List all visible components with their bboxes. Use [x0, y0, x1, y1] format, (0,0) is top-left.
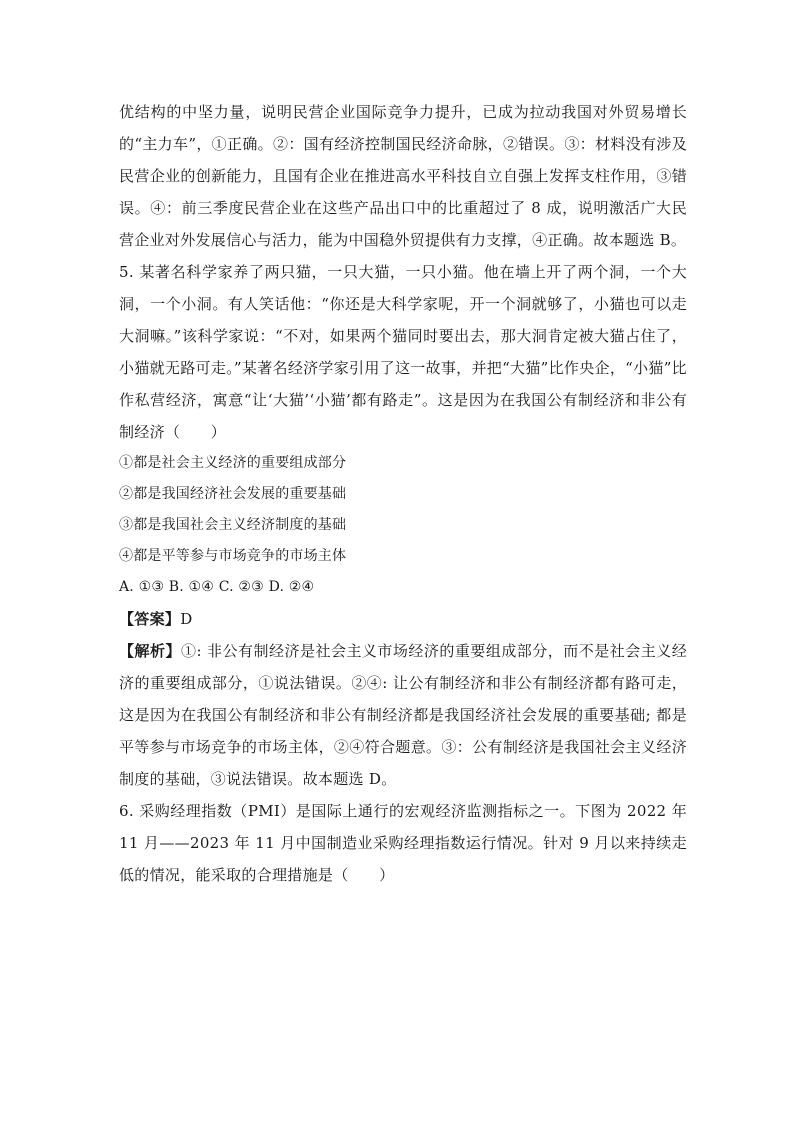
answer-tag: 【答案】 — [119, 610, 181, 628]
answer-value: D — [180, 610, 193, 628]
question-5-choices: A. ①③ B. ①④ C. ②③ D. ②④ — [119, 579, 315, 595]
question-5-option-1: ①都是社会主义经济的重要组成部分 — [119, 455, 347, 471]
question-6-stem: 6. 采购经理指数（PMI）是国际上通行的宏观经济监测指标之一。下图为 2022 年 11 月——2023 年 11 月中国制造业采购经理指数运行情况。针对 9 月以来持续走低的情况，能采取的合理措施是（ ） — [119, 802, 687, 884]
question-5-option-3: ③都是我国社会主义经济制度的基础 — [119, 517, 347, 533]
question-5-stem: 5. 某著名科学家养了两只猫，一只大猫，一只小猫。他在墙上开了两个洞，一个大洞，一个小洞。有人笑话他：“你还是大科学家呢，开一个洞就够了，小猫也可以走大洞嘛。”该科学家说：“不对，如果两个猫同时要出去，那大洞肯定被大猫占住了，小猫就无路可走。”某著名经济学家引用了这一故事，并把“大猫”比作央企，“小猫”比作私营经济，寓意“让‘大猫’‘小猫’都有路走”。这是因为在我国公有制经济和非公有制经济（ ） — [119, 263, 687, 441]
document-page — [119, 96, 687, 891]
previous-analysis-continuation: 优结构的中坚力量，说明民营企业国际竞争力提升，已成为拉动我国对外贸易增长的“主力车”，①正确。②：国有经济控制国民经济命脉，②错误。③：材料没有涉及民营企业的创新能力，且国有企业在推进高水平科技自立自强上发挥支柱作用，③错误。④：前三季度民营企业在这些产品出口中的比重超过了 8 成，说明激活广大民营企业对外发展信心与活力，能为中国稳外贸提供有力支撑，④正确。故本题选 B。 — [119, 103, 687, 249]
analysis-tag: 【解析】 — [119, 642, 181, 660]
question-5-option-4: ④都是平等参与市场竞争的市场主体 — [119, 548, 347, 564]
question-5-answer — [119, 603, 687, 635]
question-5-analysis — [119, 635, 687, 795]
analysis-text: ①: 非公有制经济是社会主义市场经济的重要组成部分，而不是社会主义经济的重要组成部分，①说法错误。②④: 让公有制经济和非公有制经济都有路可走，这是因为在我国公有制经济和非公有制经济都是我国经济社会发展的重要基础; 都是平等参与市场竞争的市场主体，②④符合题意。③：公有制经济是我国社会主义经济制度的基础，③说法错误。故本题选 D。 — [119, 642, 687, 788]
question-5-option-2: ②都是我国经济社会发展的重要基础 — [119, 486, 347, 502]
